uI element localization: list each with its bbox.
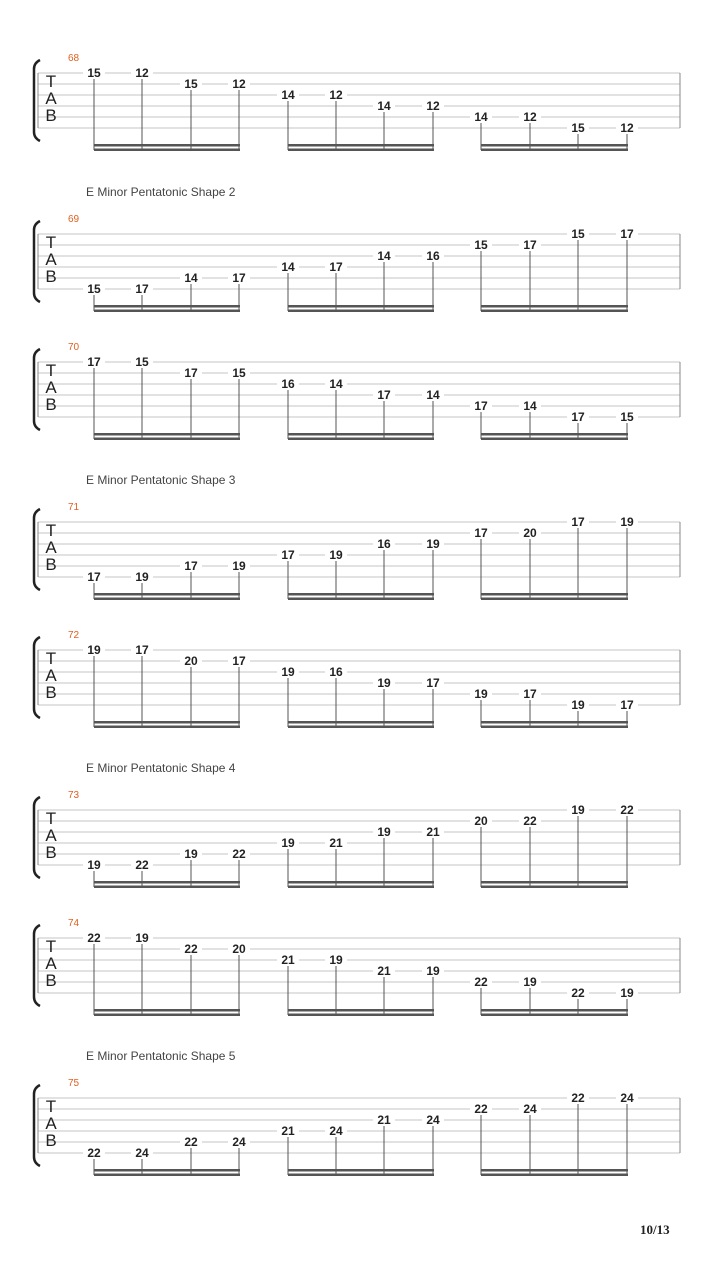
beam [288,1014,434,1017]
tab-clef-letter: T [45,361,57,380]
tab-clef-letter: B [45,106,57,125]
fret-number: 22 [135,858,149,872]
beam [481,144,628,147]
fret-number: 17 [474,526,488,540]
fret-number: 21 [281,953,295,967]
tab-clef-letter: T [45,649,57,668]
fret-number: 19 [426,964,440,978]
tab-clef-letter: A [45,538,57,557]
beam [481,1009,628,1012]
fret-number: 16 [377,537,391,551]
fret-number: 17 [620,698,634,712]
beam [94,438,240,441]
beam [94,593,240,596]
fret-number: 14 [184,271,198,285]
fret-number: 15 [571,121,585,135]
system-bracket [34,797,40,878]
fret-number: 21 [377,964,391,978]
tab-clef-letter: B [45,1131,57,1150]
fret-number: 14 [281,88,295,102]
fret-number: 15 [620,410,634,424]
fret-number: 20 [523,526,537,540]
fret-number: 19 [184,847,198,861]
tab-clef-letter: B [45,395,57,414]
system-bracket [34,1085,40,1166]
beam [288,886,434,889]
fret-number: 17 [135,643,149,657]
tab-clef-letter: T [45,233,57,252]
fret-number: 17 [87,355,101,369]
beam [481,1169,628,1172]
tab-clef-letter: T [45,1097,57,1116]
fret-number: 14 [377,249,391,263]
fret-number: 17 [523,687,537,701]
fret-number: 19 [377,825,391,839]
beam [481,726,628,729]
measure-number: 73 [68,790,80,801]
tab-clef-letter: T [45,937,57,956]
fret-number: 21 [426,825,440,839]
beam [288,1009,434,1012]
beam [288,598,434,601]
fret-number: 17 [377,388,391,402]
fret-number: 24 [620,1091,634,1105]
fret-number: 17 [232,654,246,668]
tab-clef-letter: B [45,971,57,990]
beam [94,1014,240,1017]
fret-number: 17 [232,271,246,285]
measure-number: 70 [68,342,80,353]
tab-clef-letter: B [45,843,57,862]
fret-number: 19 [426,537,440,551]
tab-clef-letter: A [45,666,57,685]
beam [288,721,434,724]
beam [481,310,628,313]
system-bracket [34,221,40,302]
system-bracket [34,925,40,1006]
fret-number: 19 [87,643,101,657]
beam [481,886,628,889]
section-title: E Minor Pentatonic Shape 3 [86,473,236,487]
system-bracket [34,637,40,718]
fret-number: 14 [377,99,391,113]
beam [481,593,628,596]
fret-number: 12 [135,66,149,80]
beam [94,721,240,724]
fret-number: 19 [329,953,343,967]
fret-number: 15 [135,355,149,369]
fret-number: 19 [377,676,391,690]
fret-number: 19 [281,836,295,850]
fret-number: 14 [426,388,440,402]
fret-number: 22 [571,986,585,1000]
fret-number: 17 [571,410,585,424]
beam [94,149,240,152]
fret-number: 24 [523,1102,537,1116]
section-title: E Minor Pentatonic Shape 2 [86,185,236,199]
fret-number: 15 [87,282,101,296]
fret-number: 17 [135,282,149,296]
fret-number: 19 [232,559,246,573]
beam [94,881,240,884]
fret-number: 12 [426,99,440,113]
tab-clef-letter: A [45,89,57,108]
beam [481,1174,628,1177]
fret-number: 19 [620,515,634,529]
fret-number: 21 [377,1113,391,1127]
fret-number: 17 [474,399,488,413]
fret-number: 19 [135,570,149,584]
fret-number: 22 [184,1135,198,1149]
fret-number: 17 [571,515,585,529]
fret-number: 22 [184,942,198,956]
fret-number: 22 [523,814,537,828]
beam [481,881,628,884]
measure-number: 75 [68,1078,80,1089]
tab-clef-letter: A [45,250,57,269]
fret-number: 14 [329,377,343,391]
fret-number: 12 [329,88,343,102]
tab-clef-letter: T [45,809,57,828]
measure-number: 69 [68,214,80,225]
fret-number: 21 [281,1124,295,1138]
beam [288,144,434,147]
section-title: E Minor Pentatonic Shape 5 [86,1049,236,1063]
fret-number: 14 [281,260,295,274]
beam [94,433,240,436]
measure-number: 68 [68,53,80,64]
fret-number: 17 [184,366,198,380]
fret-number: 14 [474,110,488,124]
beam [288,149,434,152]
beam [94,598,240,601]
fret-number: 22 [87,1146,101,1160]
fret-number: 19 [523,975,537,989]
fret-number: 15 [232,366,246,380]
fret-number: 15 [474,238,488,252]
tab-clef-letter: A [45,954,57,973]
fret-number: 19 [281,665,295,679]
system-bracket [34,60,40,141]
beam [94,726,240,729]
beam [288,1169,434,1172]
fret-number: 19 [571,803,585,817]
beam [481,721,628,724]
fret-number: 12 [232,77,246,91]
beam [288,726,434,729]
beam [288,310,434,313]
fret-number: 15 [184,77,198,91]
fret-number: 12 [523,110,537,124]
system-bracket [34,349,40,430]
fret-number: 14 [523,399,537,413]
fret-number: 19 [87,858,101,872]
fret-number: 24 [329,1124,343,1138]
beam [94,1174,240,1177]
fret-number: 15 [571,227,585,241]
system-bracket [34,509,40,590]
tab-clef-letter: A [45,378,57,397]
beam [94,310,240,313]
fret-number: 16 [426,249,440,263]
measure-number: 74 [68,918,80,929]
fret-number: 17 [426,676,440,690]
beam [288,881,434,884]
tab-clef-letter: T [45,72,57,91]
fret-number: 22 [232,847,246,861]
fret-number: 22 [87,931,101,945]
measure-number: 71 [68,502,80,513]
beam [94,305,240,308]
beam [288,433,434,436]
beam [481,149,628,152]
fret-number: 16 [281,377,295,391]
section-title: E Minor Pentatonic Shape 4 [86,761,236,775]
beam [288,593,434,596]
beam [481,1014,628,1017]
fret-number: 20 [232,942,246,956]
fret-number: 19 [135,931,149,945]
beam [481,438,628,441]
tab-clef-letter: B [45,683,57,702]
fret-number: 17 [329,260,343,274]
fret-number: 24 [135,1146,149,1160]
fret-number: 17 [184,559,198,573]
beam [481,598,628,601]
tab-clef-letter: T [45,521,57,540]
fret-number: 22 [474,1102,488,1116]
beam [481,433,628,436]
tab-clef-letter: A [45,1114,57,1133]
fret-number: 24 [232,1135,246,1149]
fret-number: 22 [474,975,488,989]
fret-number: 17 [281,548,295,562]
fret-number: 15 [87,66,101,80]
fret-number: 24 [426,1113,440,1127]
fret-number: 17 [87,570,101,584]
fret-number: 19 [329,548,343,562]
measure-number: 72 [68,630,80,641]
page-number: 10/13 [640,1222,670,1237]
beam [94,1169,240,1172]
tab-clef-letter: A [45,826,57,845]
beam [481,305,628,308]
fret-number: 21 [329,836,343,850]
fret-number: 19 [474,687,488,701]
beam [94,1009,240,1012]
tab-clef-letter: B [45,555,57,574]
fret-number: 22 [620,803,634,817]
beam [288,438,434,441]
beam [94,144,240,147]
beam [94,886,240,889]
fret-number: 17 [523,238,537,252]
fret-number: 19 [571,698,585,712]
fret-number: 19 [620,986,634,1000]
fret-number: 16 [329,665,343,679]
fret-number: 17 [620,227,634,241]
fret-number: 20 [474,814,488,828]
fret-number: 22 [571,1091,585,1105]
tab-clef-letter: B [45,267,57,286]
fret-number: 20 [184,654,198,668]
beam [288,305,434,308]
beam [288,1174,434,1177]
fret-number: 12 [620,121,634,135]
